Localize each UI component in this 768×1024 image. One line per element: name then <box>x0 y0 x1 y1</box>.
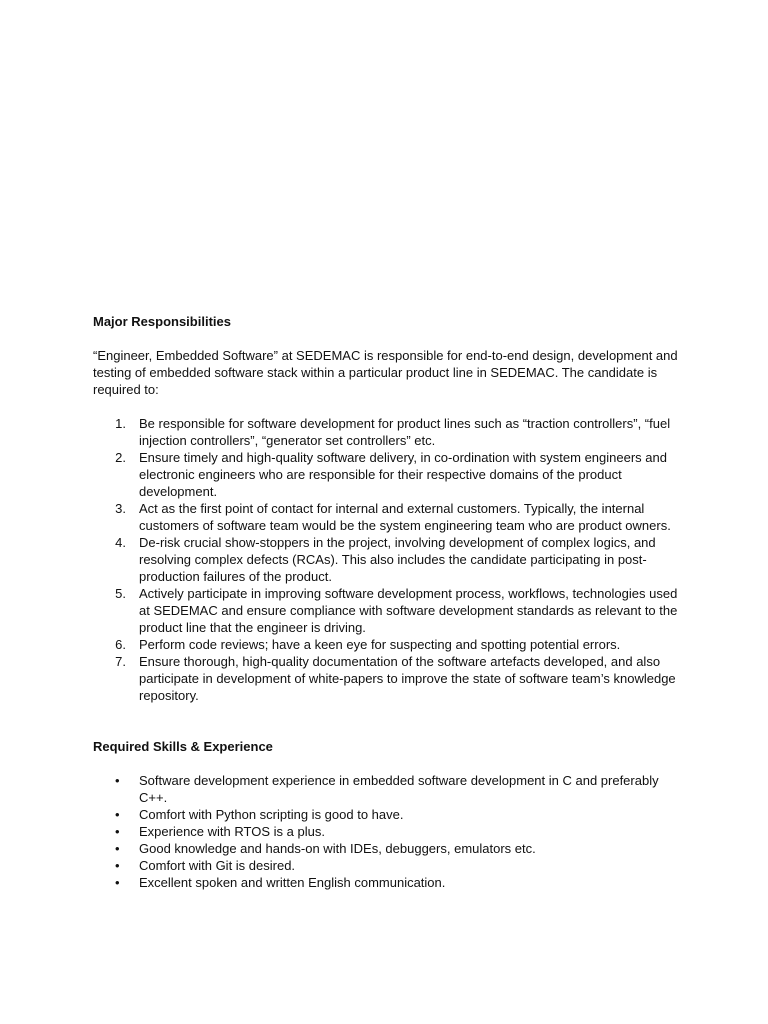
responsibilities-heading: Major Responsibilities <box>93 314 231 329</box>
list-item <box>93 806 683 823</box>
bullet-icon: • <box>115 824 120 839</box>
list-item-text: De-risk crucial show-stoppers in the project, involving development of complex logics, and resolving complex defects (RCAs). This also includes the candidate participating in post-production failures of the product. <box>139 535 656 584</box>
list-item <box>93 857 683 874</box>
list-item-text: Perform code reviews; have a keen eye for suspecting and spotting potential errors. <box>139 637 621 652</box>
bullet-icon: • <box>115 875 120 890</box>
list-number: 3. <box>115 501 126 516</box>
list-item <box>93 772 683 806</box>
list-item-text: Software development experience in embedded software development in C and preferably C++. <box>139 773 659 805</box>
list-item-text: Excellent spoken and written English communication. <box>139 875 446 890</box>
list-number: 7. <box>115 654 126 669</box>
list-item <box>93 449 683 500</box>
bullet-icon: • <box>115 807 120 822</box>
list-item <box>93 500 683 534</box>
list-item <box>93 874 683 891</box>
list-number: 5. <box>115 586 126 601</box>
list-item-text: Good knowledge and hands-on with IDEs, debuggers, emulators etc. <box>139 841 536 856</box>
bullet-icon: • <box>115 773 120 788</box>
list-item <box>93 585 683 636</box>
list-number: 4. <box>115 535 126 550</box>
responsibilities-list <box>93 415 683 704</box>
bullet-icon: • <box>115 858 120 873</box>
list-number: 2. <box>115 450 126 465</box>
list-item-text: Actively participate in improving software development process, workflows, technologies used at SEDEMAC and ensure compliance with software development standards as relevant to the product line that the engineer is driving. <box>139 586 678 635</box>
list-item-text: Comfort with Python scripting is good to have. <box>139 807 404 822</box>
skills-heading: Required Skills & Experience <box>93 739 273 754</box>
list-item <box>93 840 683 857</box>
list-item-text: Act as the first point of contact for internal and external customers. Typically, the internal customers of software team would be the system engineering team who are product owners. <box>139 501 671 533</box>
list-item <box>93 653 683 704</box>
list-number: 6. <box>115 637 126 652</box>
list-item-text: Ensure thorough, high-quality documentation of the software artefacts developed, and also participate in development of white-papers to improve the state of software team’s knowledge repository. <box>139 654 676 703</box>
list-item <box>93 823 683 840</box>
bullet-icon: • <box>115 841 120 856</box>
skills-section <box>93 738 683 891</box>
list-item <box>93 534 683 585</box>
list-item-text: Ensure timely and high-quality software delivery, in co-ordination with system engineers and electronic engineers who are responsible for their respective domains of the product development. <box>139 450 667 499</box>
skills-list <box>93 772 683 891</box>
document-page <box>93 313 683 891</box>
list-number: 1. <box>115 416 126 431</box>
list-item-text: Comfort with Git is desired. <box>139 858 296 873</box>
list-item <box>93 636 683 653</box>
list-item-text: Experience with RTOS is a plus. <box>139 824 325 839</box>
responsibilities-intro: “Engineer, Embedded Software” at SEDEMAC is responsible for end-to-end design, development and testing of embedded software stack within a particular product line in SEDEMAC. The candidate is required to: <box>93 348 678 397</box>
list-item <box>93 415 683 449</box>
list-item-text: Be responsible for software development for product lines such as “traction controllers”, “fuel injection controllers”, “generator set controllers” etc. <box>139 416 671 448</box>
